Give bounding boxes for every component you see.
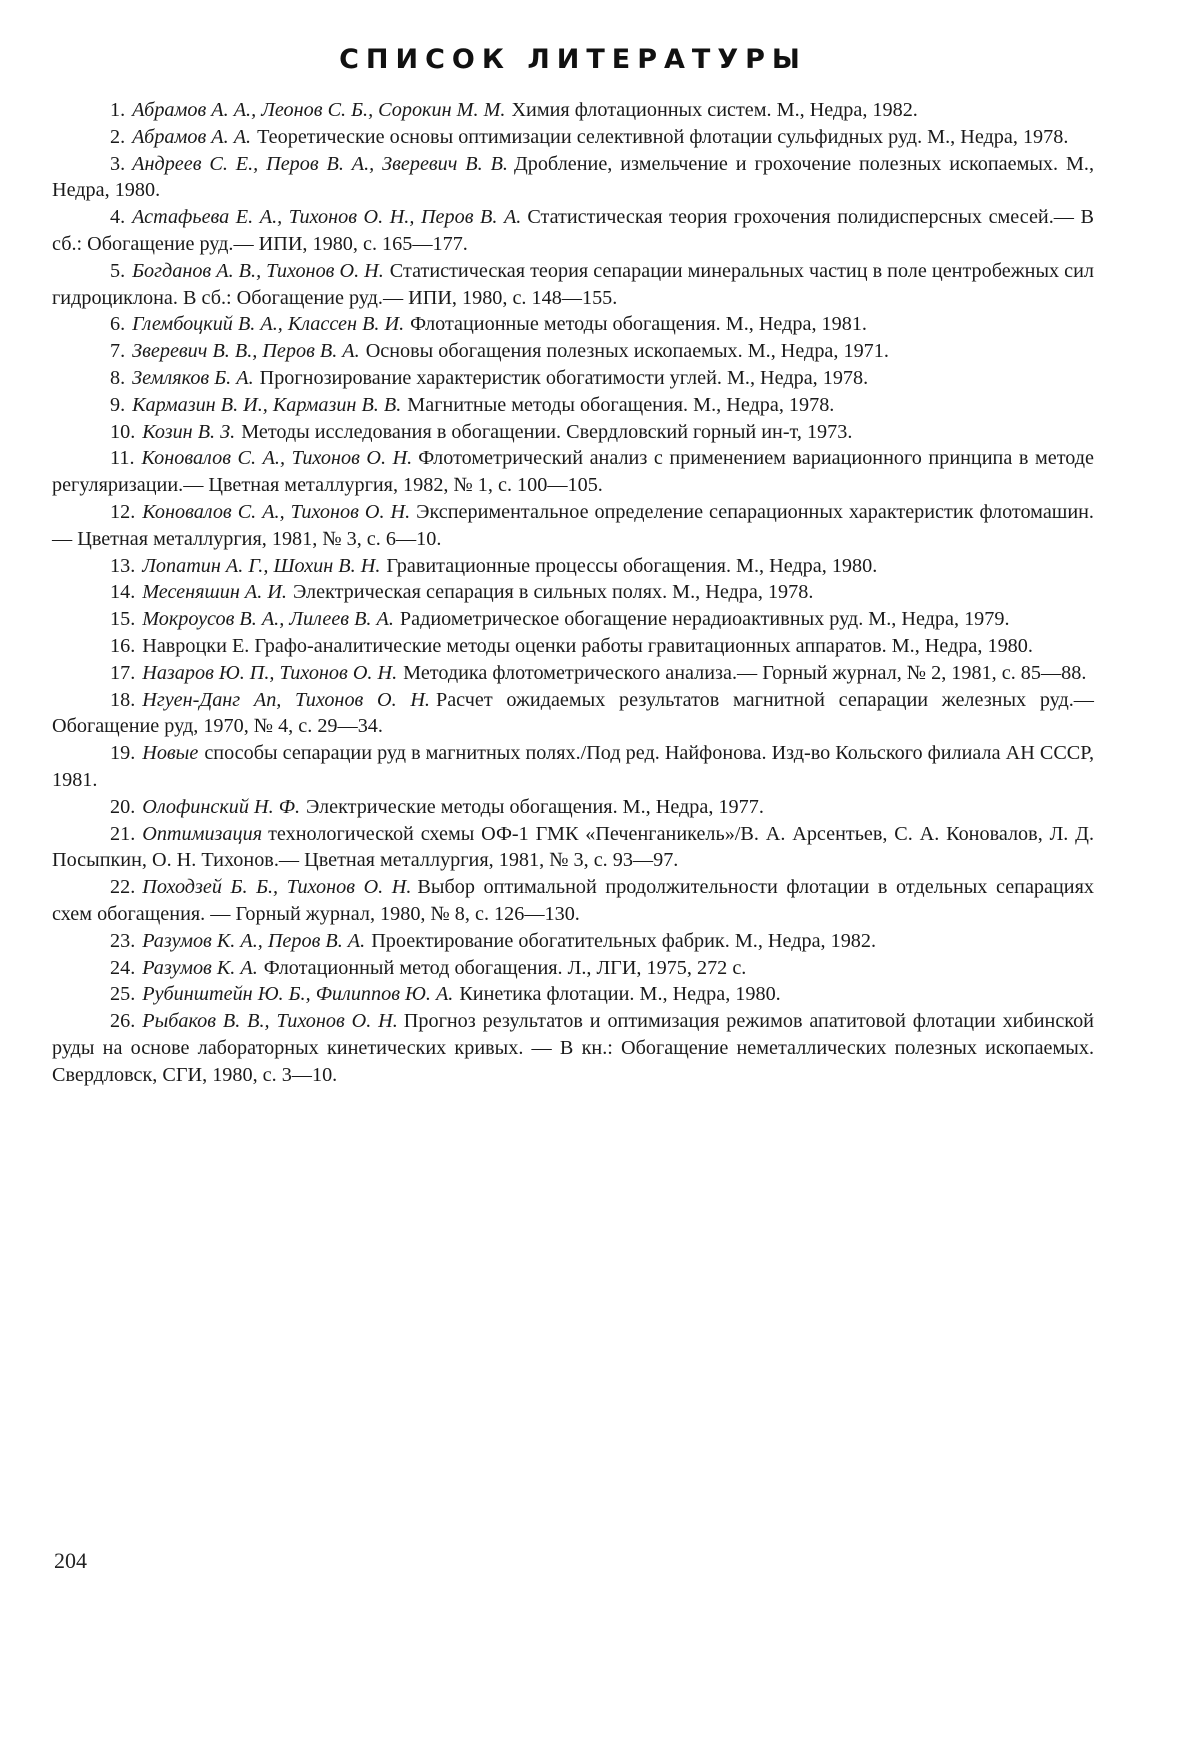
reference-text: Статистическая теория сепарации минеральных частиц в поле центробежных сил гидроциклона. В сб.: Обогащение руд.— ИПИ, 1980, с. 148—155. bbox=[52, 259, 1094, 309]
reference-item bbox=[52, 606, 1094, 633]
page-number: 204 bbox=[54, 1548, 87, 1573]
reference-number: 8. bbox=[110, 366, 126, 389]
bibliography-page bbox=[52, 44, 1094, 1088]
reference-text: Магнитные методы обогащения. М., Недра, 1978. bbox=[407, 393, 835, 416]
reference-authors: Разумов К. А. bbox=[142, 956, 258, 979]
reference-text: Флотометрический анализ с применением вариационного принципа в методе регуляризации.— Цветная металлургия, 1982, № 1, с. 100—105. bbox=[52, 447, 1094, 497]
reference-text: Методика флотометрического анализа.— Горный журнал, № 2, 1981, с. 85—88. bbox=[403, 661, 1087, 684]
reference-text: Флотационный метод обогащения. Л., ЛГИ, 1975, 272 с. bbox=[263, 956, 747, 979]
reference-item bbox=[52, 955, 1094, 982]
reference-number: 12. bbox=[110, 500, 136, 523]
reference-text: Основы обогащения полезных ископаемых. М., Недра, 1971. bbox=[365, 340, 889, 363]
reference-authors: Коновалов С. А., Тихонов О. Н. bbox=[142, 500, 411, 523]
reference-number: 2. bbox=[110, 125, 126, 148]
reference-item bbox=[52, 579, 1094, 606]
reference-number: 1. bbox=[110, 99, 126, 121]
reference-number: 15. bbox=[110, 608, 136, 631]
reference-number: 21. bbox=[110, 822, 136, 845]
reference-item bbox=[52, 821, 1094, 875]
reference-text: Теоретические основы оптимизации селективной флотации сульфидных руд. М., Недра, 1978. bbox=[257, 125, 1069, 148]
reference-text: Расчет ожидаемых результатов магнитной сепарации железных руд.— Обогащение руд, 1970, № 4, с. 29—34. bbox=[52, 688, 1094, 738]
reference-text: Электрические методы обогащения. М., Недра, 1977. bbox=[306, 795, 764, 818]
reference-authors: Абрамов А. А. bbox=[132, 125, 252, 148]
reference-text: технологической схемы ОФ-1 ГМК «Печенганикель»/В. А. Арсентьев, С. А. Коновалов, Л. Д. Посыпкин, О. Н. Тихонов.— Цветная металлургия, 1981, № 3, с. 93—97. bbox=[52, 822, 1094, 872]
reference-number: 14. bbox=[110, 581, 136, 604]
reference-number: 6. bbox=[110, 313, 126, 336]
reference-text: Статистическая теория грохочения полидисперсных смесей.— В сб.: Обогащение руд.— ИПИ, 1980, с. 165—177. bbox=[52, 206, 1094, 255]
reference-item bbox=[52, 445, 1094, 499]
reference-number: 18. bbox=[110, 688, 136, 711]
reference-number: 22. bbox=[110, 876, 136, 899]
reference-authors: Назаров Ю. П., Тихонов О. Н. bbox=[142, 661, 398, 684]
reference-authors: Козин В. З. bbox=[142, 420, 236, 443]
reference-number: 5. bbox=[110, 259, 126, 282]
reference-item bbox=[52, 553, 1094, 580]
reference-authors: Рыбаков В. В., Тихонов О. Н. bbox=[142, 1010, 398, 1033]
reference-authors: Коновалов С. А., Тихонов О. Н. bbox=[141, 447, 413, 470]
reference-item bbox=[52, 794, 1094, 821]
reference-authors: Оптимизация bbox=[142, 822, 263, 845]
reference-item bbox=[52, 124, 1094, 151]
reference-number: 9. bbox=[110, 393, 126, 416]
reference-number: 17. bbox=[110, 661, 136, 684]
reference-item bbox=[52, 392, 1094, 419]
reference-number: 3. bbox=[110, 152, 126, 175]
reference-number: 10. bbox=[110, 420, 136, 443]
reference-number: 11. bbox=[110, 447, 135, 470]
reference-text: Экспериментальное определение сепарационных характеристик флотомашин.— Цветная металлургия, 1981, № 3, с. 6—10. bbox=[52, 500, 1094, 550]
reference-authors: Олофинский Н. Ф. bbox=[142, 795, 300, 818]
reference-item bbox=[52, 258, 1094, 312]
reference-item bbox=[52, 981, 1094, 1008]
reference-text: Выбор оптимальной продолжительности флотации в отдельных сепарациях схем обогащения. — Горный журнал, 1980, № 8, с. 126—130. bbox=[52, 876, 1094, 925]
reference-authors: Лопатин А. Г., Шохин В. Н. bbox=[142, 554, 381, 577]
reference-item bbox=[52, 419, 1094, 446]
reference-authors: Богданов А. В., Тихонов О. Н. bbox=[132, 259, 384, 282]
reference-authors: Новые bbox=[142, 742, 199, 765]
reference-authors: Разумов К. А., Перов В. А. bbox=[142, 929, 366, 952]
reference-item bbox=[52, 660, 1094, 687]
reference-authors: Нгуен-Данг Ап, Тихонов О. Н. bbox=[142, 688, 430, 711]
reference-item bbox=[52, 338, 1094, 365]
reference-item bbox=[52, 204, 1094, 258]
reference-authors: Походзей Б. Б., Тихонов О. Н. bbox=[142, 876, 412, 899]
reference-item bbox=[52, 874, 1094, 928]
reference-authors: Астафьева Е. А., Тихонов О. Н., Перов В. А. bbox=[132, 206, 522, 229]
reference-text: Прогнозирование характеристик обогатимости углей. М., Недра, 1978. bbox=[259, 366, 869, 389]
reference-item bbox=[52, 151, 1094, 205]
reference-list bbox=[52, 97, 1094, 1088]
reference-authors: Зверевич В. В., Перов В. А. bbox=[132, 340, 360, 363]
reference-text: Методы исследования в обогащении. Свердловский горный ин-т, 1973. bbox=[241, 420, 853, 443]
reference-text: Дробление, измельчение и грохочение полезных ископаемых. М., Недра, 1980. bbox=[52, 152, 1094, 202]
reference-authors: Абрамов А. А., Леонов С. Б., Сорокин М. М. bbox=[132, 99, 506, 121]
reference-text: способы сепарации руд в магнитных полях./Под ред. Найфонова. Изд-во Кольского филиала АН СССР, 1981. bbox=[52, 742, 1094, 791]
reference-item bbox=[52, 97, 1094, 124]
reference-item bbox=[52, 928, 1094, 955]
reference-number: 4. bbox=[110, 206, 126, 229]
reference-authors: Земляков Б. А. bbox=[132, 366, 254, 389]
reference-number: 16. bbox=[110, 634, 136, 657]
reference-authors: Глембоцкий В. А., Классен В. И. bbox=[132, 313, 405, 336]
reference-item bbox=[52, 687, 1094, 741]
reference-number: 7. bbox=[110, 340, 126, 363]
reference-number: 23. bbox=[110, 929, 136, 952]
reference-authors: Кармазин В. И., Кармазин В. В. bbox=[132, 393, 402, 416]
reference-text: Флотационные методы обогащения. М., Недра, 1981. bbox=[410, 313, 867, 336]
reference-item bbox=[52, 499, 1094, 553]
reference-number: 26. bbox=[110, 1010, 136, 1033]
reference-item bbox=[52, 740, 1094, 794]
reference-authors: Рубинштейн Ю. Б., Филиппов Ю. А. bbox=[142, 983, 454, 1006]
reference-item bbox=[52, 365, 1094, 392]
reference-text: Гравитационные процессы обогащения. М., Недра, 1980. bbox=[386, 554, 878, 577]
reference-text: Проектирование обогатительных фабрик. М., Недра, 1982. bbox=[371, 929, 877, 952]
page-title: СПИСОК ЛИТЕРАТУРЫ bbox=[339, 44, 807, 75]
reference-number: 13. bbox=[110, 554, 136, 577]
reference-text: Навроцки Е. Графо-аналитические методы оценки работы гравитационных аппаратов. М., Недра, 1980. bbox=[142, 634, 1033, 657]
reference-item bbox=[52, 1008, 1094, 1088]
reference-text: Химия флотационных систем. М., Недра, 1982. bbox=[511, 99, 918, 121]
reference-number: 20. bbox=[110, 795, 136, 818]
reference-authors: Месеняшин А. И. bbox=[142, 581, 287, 604]
reference-text: Электрическая сепарация в сильных полях. М., Недра, 1978. bbox=[292, 581, 814, 604]
reference-item bbox=[52, 633, 1094, 660]
reference-number: 25. bbox=[110, 983, 136, 1006]
reference-number: 24. bbox=[110, 956, 136, 979]
reference-authors: Мокроусов В. А., Лилеев В. А. bbox=[142, 608, 394, 631]
reference-text: Прогноз результатов и оптимизация режимов апатитовой флотации хибинской руды на основе лабораторных кинетических кривых. — В кн.: Обогащение неметаллических полезных ископаемых. Свердловск, СГИ, 1980, с. 3—10. bbox=[52, 1010, 1094, 1086]
reference-item bbox=[52, 311, 1094, 338]
reference-authors: Андреев С. Е., Перов В. А., Зверевич В. В. bbox=[132, 152, 508, 175]
reference-text: Кинетика флотации. М., Недра, 1980. bbox=[459, 983, 781, 1006]
reference-text: Радиометрическое обогащение нерадиоактивных руд. М., Недра, 1979. bbox=[399, 608, 1010, 631]
reference-number: 19. bbox=[110, 742, 136, 765]
